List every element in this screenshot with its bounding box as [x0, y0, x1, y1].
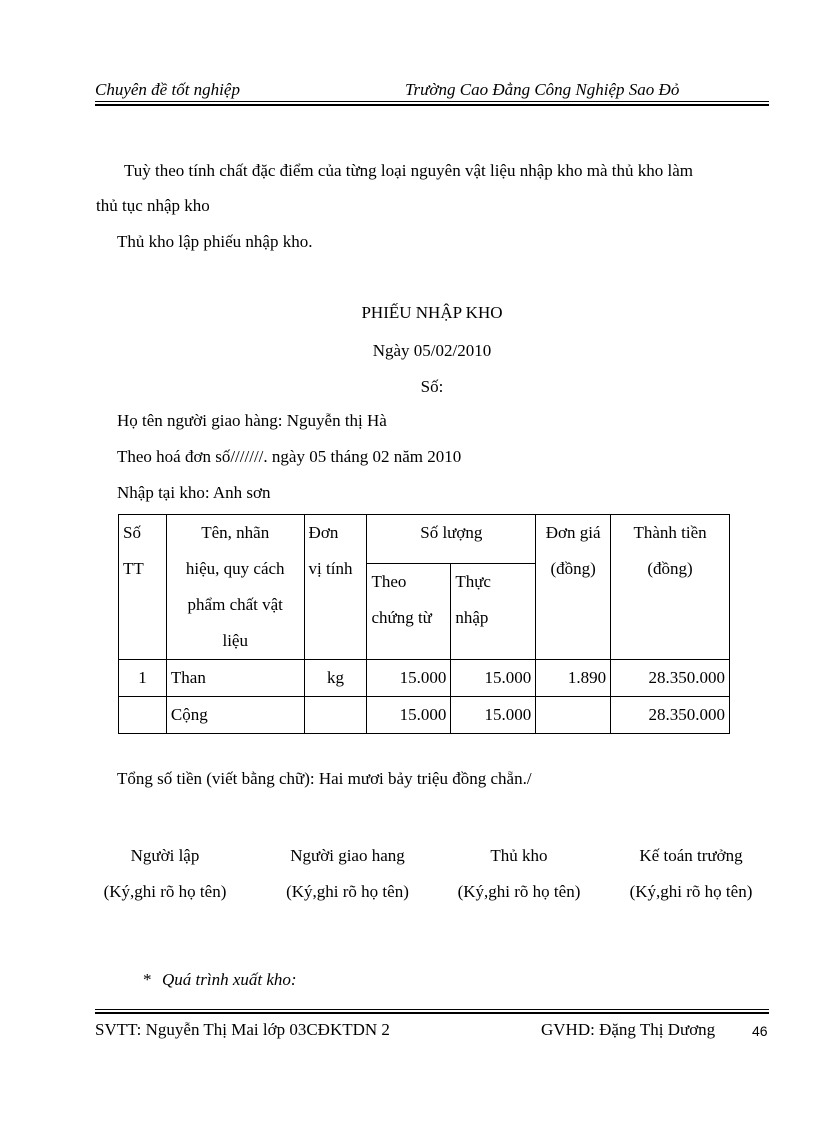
- section-title: Quá trình xuất kho:: [162, 970, 297, 989]
- signature-note: (Ký,ghi rõ họ tên): [103, 882, 227, 901]
- signature-role: Thủ kho: [490, 846, 548, 865]
- th-stt: [119, 515, 167, 660]
- cell-unit: kg: [304, 660, 367, 697]
- sum-qty-act: 15.000: [451, 697, 536, 734]
- th-total-2: (đồng): [647, 559, 693, 578]
- header-right: Trường Cao Đẳng Công Nghiệp Sao Đỏ: [405, 80, 680, 99]
- footer-rule: [95, 1009, 769, 1010]
- receipt-number: Số:: [420, 377, 444, 396]
- warehouse-line: Nhập tại kho: Anh sơn: [117, 483, 271, 502]
- receipt-table: [118, 514, 730, 734]
- sum-total: 28.350.000: [611, 697, 730, 734]
- signature-deliverer: [270, 838, 425, 910]
- th-name-2: hiệu, quy cách: [185, 559, 285, 578]
- sum-price: [536, 697, 611, 734]
- sum-unit: [304, 697, 367, 734]
- receipt-date: Ngày 05/02/2010: [372, 341, 492, 360]
- th-price: [536, 515, 611, 660]
- table-header-row: [119, 515, 730, 564]
- header-left: Chuyên đề tốt nghiệp: [95, 80, 240, 99]
- footer-rule-thick: [95, 1012, 769, 1014]
- receipt-title: PHIẾU NHẬP KHO: [361, 303, 503, 322]
- signature-note: (Ký,ghi rõ họ tên): [629, 882, 753, 901]
- cell-name: Than: [166, 660, 304, 697]
- table-sum-row: [119, 697, 730, 734]
- th-price-1: Đơn giá: [545, 523, 601, 542]
- signature-note: (Ký,ghi rõ họ tên): [286, 882, 409, 901]
- th-qty-doc-2: chứng từ: [371, 607, 432, 627]
- signature-preparer: [90, 838, 240, 910]
- signature-role: Người lập: [130, 846, 200, 865]
- signature-role: Kế toán trưởng: [639, 846, 743, 865]
- invoice-line: Theo hoá đơn số///////. ngày 05 tháng 02 năm 2010: [117, 447, 462, 466]
- cell-total: 28.350.000: [611, 660, 730, 697]
- cell-qty-doc: 15.000: [367, 660, 451, 697]
- th-qty-act-1: Thực: [455, 571, 491, 591]
- th-qty: Số lượng: [367, 515, 536, 564]
- th-qty-doc: [367, 563, 451, 659]
- signature-note: (Ký,ghi rõ họ tên): [457, 882, 581, 901]
- footer-advisor: GVHD: Đặng Thị Dương: [541, 1020, 716, 1039]
- th-stt-1: Số: [123, 523, 141, 542]
- sum-stt: [119, 697, 167, 734]
- th-total-1: Thành tiền: [633, 523, 707, 542]
- intro-line-2: thủ tục nhập kho: [96, 196, 210, 215]
- cell-price: 1.890: [536, 660, 611, 697]
- header-rule-thick: [95, 104, 769, 106]
- intro-line-1: Tuỳ theo tính chất đặc điểm của từng loại nguyên vật liệu nhập kho mà thủ kho làm: [124, 161, 694, 180]
- signature-role: Người giao hang: [290, 846, 405, 865]
- footer-student: SVTT: Nguyễn Thị Mai lớp 03CĐKTDN 2: [95, 1020, 390, 1039]
- th-name: [166, 515, 304, 660]
- th-name-4: liệu: [222, 631, 248, 650]
- table-row: [119, 660, 730, 697]
- th-name-1: Tên, nhãn: [201, 523, 270, 542]
- section-bullet: *: [143, 970, 152, 989]
- th-qty-doc-1: Theo: [371, 571, 407, 591]
- th-unit: [304, 515, 367, 660]
- sum-qty-doc: 15.000: [367, 697, 451, 734]
- th-qty-act: [451, 563, 536, 659]
- cell-stt: 1: [119, 660, 167, 697]
- cell-qty-act: 15.000: [451, 660, 536, 697]
- th-qty-act-2: nhập: [455, 607, 489, 627]
- th-price-2: (đồng): [550, 559, 596, 578]
- th-unit-2: vị tính: [308, 559, 353, 578]
- header-rule: [95, 101, 769, 102]
- total-in-words: Tổng số tiền (viết bằng chữ): Hai mươi bảy triệu đồng chẵn./: [117, 769, 532, 788]
- deliverer-line: Họ tên người giao hàng: Nguyễn thị Hà: [117, 411, 387, 430]
- intro-line-3: Thủ kho lập phiếu nhập kho.: [117, 232, 313, 251]
- page-number: 46: [752, 1023, 768, 1039]
- th-unit-1: Đơn: [308, 523, 339, 542]
- th-total: [611, 515, 730, 660]
- th-stt-2: TT: [123, 559, 144, 578]
- signature-storekeeper: [444, 838, 594, 910]
- th-name-3: phẩm chất vật: [187, 595, 283, 614]
- sum-label: Cộng: [166, 697, 304, 734]
- signature-chief-accountant: [616, 838, 766, 910]
